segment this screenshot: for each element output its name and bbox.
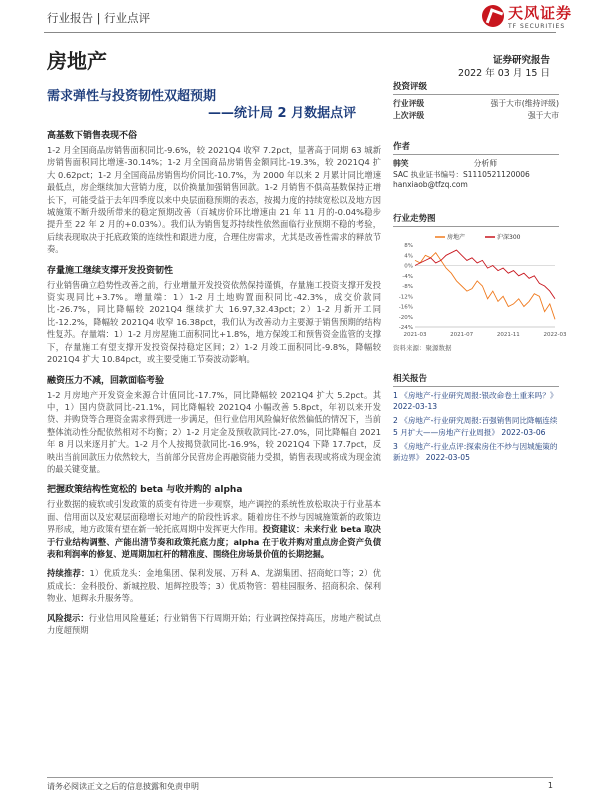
related-item[interactable]: 2 《房地产-行业研究周报:百强销售同比降幅连续 5 月扩大——房地产行业周报》 2022-03-06 <box>393 416 558 437</box>
logo-name: 天风证券 <box>507 4 572 22</box>
author-row <box>393 158 559 170</box>
report-title: 需求弹性与投资韧性双超预期 <box>47 89 217 104</box>
header-divider <box>44 32 556 33</box>
x-tick-label: 2021-07 <box>450 332 474 338</box>
rating-heading: 投资评级 <box>393 80 559 95</box>
recommend-paragraph <box>47 567 381 604</box>
section-text: 行业数据的疲软或引发政策的质变有待进一步观察，地产调控的系统性放松取决于行业基本面、信用面以及宏观层面稳增长对地产的阶段性诉求。随着房住不炒与因城施策新的政策边界形成，地方政策有望在新一轮托底周期中发挥更大作用。 <box>47 499 381 535</box>
author-name: 韩笑 <box>393 159 409 168</box>
sidebar <box>393 80 567 463</box>
y-tick-label: -4% <box>402 273 413 280</box>
author-cert: SAC 执业证书编号：S1110521120006 <box>393 170 530 179</box>
footer <box>47 777 553 792</box>
trend-chart-svg <box>393 231 567 341</box>
y-tick-label: 8% <box>404 243 413 249</box>
rating-value: 强于大市(维持评级) <box>490 99 559 108</box>
x-tick-label: 2022-03 <box>543 332 567 338</box>
y-tick-label: -16% <box>398 304 413 311</box>
risk-heading: 风险提示： <box>47 612 89 623</box>
sector-title: 房地产 <box>47 49 107 73</box>
chart-source-note: 资料来源：聚源数据 <box>393 344 452 352</box>
investment-advice: 投资建议：未来行业 beta 取决于行业结构调整、产能出清节奏和政策托底力度；alpha 在于收并购对重点房企资产负债表和利润率的修复、逆周期加杠杆的精准度、围绕住房场景价值的长期挖掘。 <box>47 524 381 559</box>
x-tick-label: 2021-11 <box>496 332 520 338</box>
report-type: 证券研究报告 <box>492 55 550 66</box>
author-email[interactable]: hanxiaob@tfzq.com <box>393 180 468 189</box>
main-body <box>47 128 381 636</box>
section-heading: 融资压力不减，回款面临考验 <box>47 375 165 386</box>
section-heading: 把握政策结构性宽松的 beta 与收并购的 alpha <box>47 485 243 496</box>
page-number: 1 <box>547 781 553 790</box>
risk-text: 行业信用风险蔓延；行业销售下行周期开始；行业调控保持高压，房地产税试点力度超预期 <box>47 612 381 635</box>
rating-row <box>393 98 559 110</box>
report-header-label: 行业报告 | 行业点评 <box>47 11 151 25</box>
section-paragraph <box>47 498 381 560</box>
report-subtitle: ——统计局 2 月数据点评 <box>208 106 357 121</box>
y-tick-label: 0% <box>404 263 413 270</box>
logo-name-en: TF SECURITIES <box>507 23 566 30</box>
logo-icon <box>482 5 504 27</box>
legend-label: 沪深300 <box>497 234 521 241</box>
section-heading: 高基数下销售表现不俗 <box>47 131 138 141</box>
x-tick-label: 2021-03 <box>403 332 427 338</box>
y-tick-label: -12% <box>398 294 413 301</box>
rating-row <box>393 110 559 122</box>
recommend-text: 1）优质龙头：金地集团、保利发展、万科 A、龙湖集团、招商蛇口等；2）优质成长：金科股份、新城控股、旭辉控股等；3）优质物管：碧桂园服务、招商积余、保利物业、旭辉永升服务等。 <box>47 568 381 604</box>
section-heading: 存量施工继续支撑开发投资韧性 <box>47 265 174 276</box>
related-item[interactable]: 1 《房地产-行业研究周报:银改命卷土重来吗？》 2022-03-13 <box>393 391 558 412</box>
rating-key: 上次评级 <box>393 111 425 120</box>
author-role: 分析师 <box>473 159 497 168</box>
trend-chart <box>393 231 567 341</box>
risk-paragraph <box>47 612 381 637</box>
y-tick-label: -20% <box>398 314 413 321</box>
y-tick-label: 4% <box>404 253 413 260</box>
related-item[interactable]: 3 《房地产-行业点评:探索房住不炒与因城施策的新边界》 2022-03-05 <box>393 441 558 463</box>
report-date: 2022 年 03 月 15 日 <box>458 68 550 79</box>
logo <box>482 2 572 30</box>
section-paragraph: 1-2 月房地产开发资金来源合计值同比-17.7%，同比降幅较 2021Q4 扩大 5.2pct。其中，1）国内贷款同比-21.1%，同比降幅较 2021Q4 小幅改善 5.8pct，年初以来开发贷、并购贷等合理资金需求得到进一步满足，但行业信用风险偏好依然偏低的情况下，当前整体流动性分配依然相对不均衡；2）1-2 月定金及预收款同比-27.0%，同比降幅自 2021 年 8 月以来逐月扩大。1-2 月个人按揭贷款同比-16.9%，较 2021Q4 下降 17.7pct，反映出当前回款压力依然较大，当前部分民营房企再融资能力受损，销售表现或将成为现金流的最关键变量。 <box>47 389 381 474</box>
section-paragraph: 1-2 月全国商品房销售面积同比-9.6%，较 2021Q4 收窄 7.2pct，显著高于同期 63 城新房销售面积同比增速-30.14%；1-2 月全国商品房销售金额同比-19.3%，较 2021Q4 扩大 0.62pct；1-2 月全国商品房销售均价同比-10.7%，为 2000 年以来 2 月累计同比增速最低点，房企继续加大营销力度，以价换量加强销售回款。1-2 月销售不俱高基数保持正增长下，可能受益于去年四季度以来中央层面稳预期的表态，按揭力度的持续宽松以及地方因城施策不断升级所带来的稳定预期改善（百城房价环比增速由 21 年 11 月的-0.04%稳步提升至 22 年 2 月的+0.03%）。我们认为销售复苏持续性依然面临行业预期不稳的考验，后续表现取决于托底政策的连续性和跟进力度，合理住房需求，尤其是改善性需求的释放节奏。 <box>47 145 381 255</box>
rating-value: 强于大市 <box>527 111 559 120</box>
trend-heading: 行业走势图 <box>393 212 559 227</box>
recommend-heading: 持续推荐： <box>47 568 90 579</box>
rating-key: 行业评级 <box>393 99 425 108</box>
y-tick-label: -8% <box>402 284 413 290</box>
legend-label: 房地产 <box>447 234 466 241</box>
related-heading: 相关报告 <box>393 372 559 387</box>
footer-disclaimer: 请务必阅读正文之后的信息披露和免责申明 <box>47 782 199 791</box>
author-heading: 作者 <box>393 140 559 155</box>
y-tick-label: -24% <box>398 325 413 331</box>
section-paragraph: 行业销售确立趋势性改善之前，行业增量开发投资依然保持谨慎，存量施工投资支撑开发投资实现同比+3.7%。增量端：1）1-2 月土地购置面积同比-42.3%，成交价款同比-26.7%，同比降幅较 2021Q4 继续扩大 16.97,32.43pct；2）1-2 月新开工同比-12.2%，降幅较 2021Q4 收窄 16.38pct，我们认为改善动力主要源于销售预期的结构性复苏。存量端：1）1-2 月房屋施工面积同比+1.8%，地方保竣工和预售资金监管的支撑下，存量施工有望支撑开发投资保持稳定区间；2）1-2 月竣工面积同比-9.8%，降幅较 2021Q4 扩大 10.84pct，或主要受施工节奏波动影响。 <box>47 279 381 365</box>
